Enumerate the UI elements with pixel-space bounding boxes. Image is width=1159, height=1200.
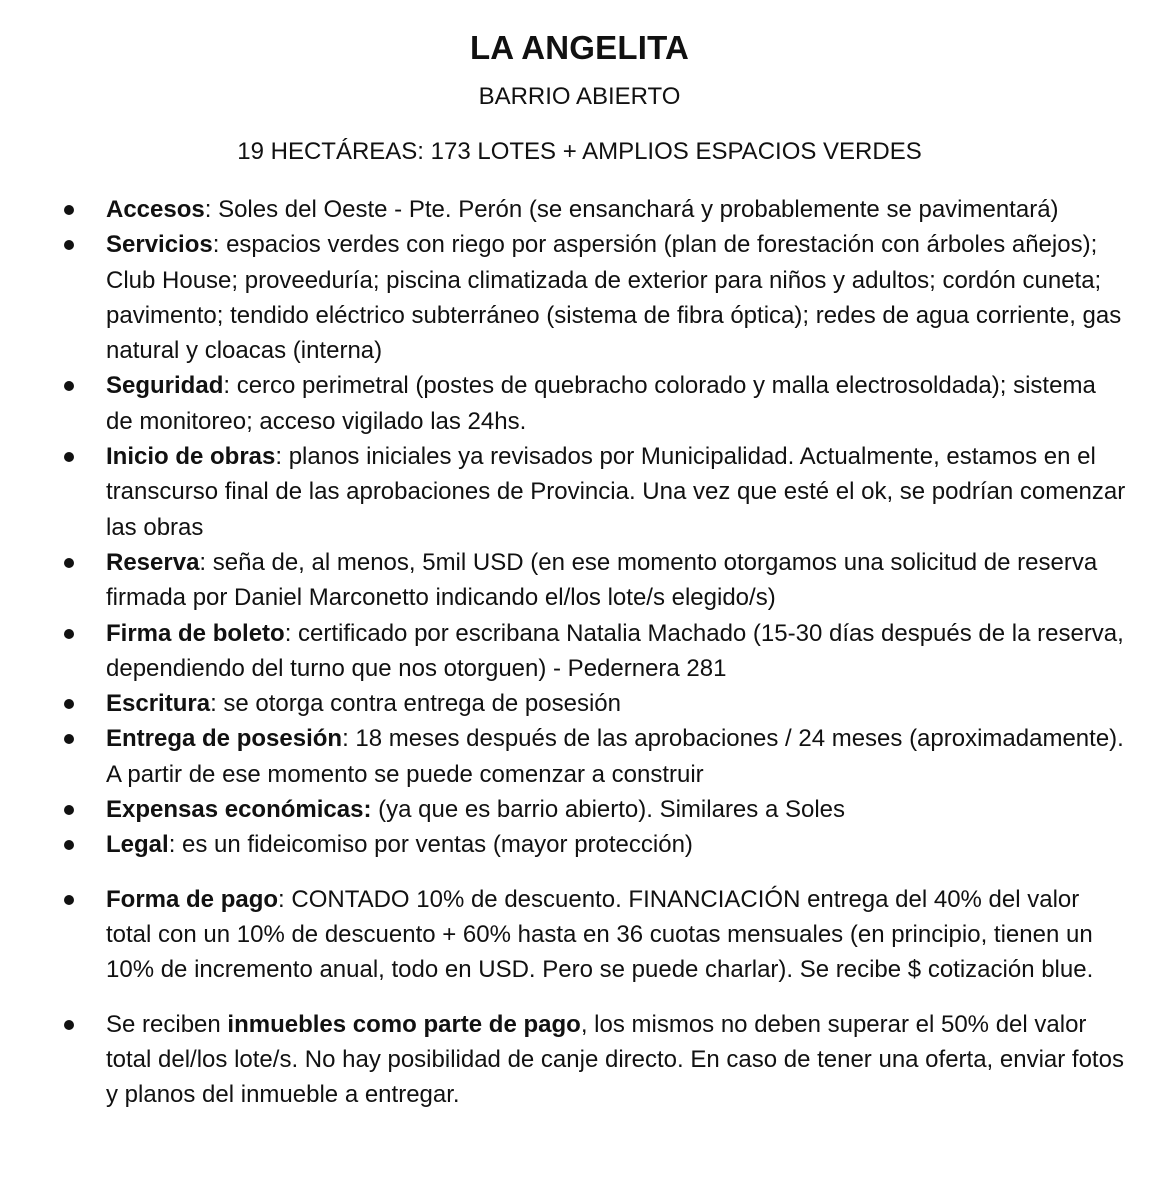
list-item-expensas [0, 792, 1159, 827]
item-text: : certificado por escribana Natalia Machado (15-30 días después de la reserva, dependiendo del turno que nos otorguen) - Pedernera 281 [106, 619, 1124, 682]
item-text: : es un fideicomiso por ventas (mayor protección) [168, 831, 693, 859]
item-label: Forma de pago [106, 885, 279, 913]
item-text-before: Se reciben [106, 1010, 228, 1038]
list-item-inicio-de-obras [0, 439, 1159, 545]
item-label: Reserva [106, 548, 200, 576]
document-subtitle: BARRIO ABIERTO [478, 83, 681, 110]
item-label: Seguridad [106, 372, 224, 400]
list-item-servicios [0, 227, 1159, 368]
item-text: : 18 meses después de las aprobaciones / 24 meses (aproximadamente). A partir de ese momento se puede comenzar a construir [106, 725, 1124, 788]
item-label: Escritura [106, 690, 211, 718]
item-label: Firma de boleto [106, 619, 285, 647]
list-item-inmuebles [0, 1007, 1159, 1113]
list-item-forma-de-pago [0, 882, 1159, 988]
item-text: (ya que es barrio abierto). Similares a Soles [371, 796, 845, 824]
list-item-accesos [0, 192, 1159, 227]
item-text: : cerco perimetral (postes de quebracho colorado y malla electrosoldada); sistema de monitoreo; acceso vigilado las 24hs. [106, 372, 1096, 435]
item-label: Expensas económicas: [106, 796, 372, 824]
item-label: inmuebles como parte de pago [227, 1010, 581, 1038]
item-text: : seña de, al menos, 5mil USD (en ese momento otorgamos una solicitud de reserva firmada por Daniel Marconetto indicando el/los lote/s elegido/s) [106, 548, 1098, 612]
list-item-escritura [0, 686, 1159, 721]
item-label: Accesos [106, 196, 205, 223]
item-text: : planos iniciales ya revisados por Municipalidad. Actualmente, estamos en el transcurso final de las aprobaciones de Provincia. Una vez que esté el ok, se podrían comenzar las obras [106, 443, 1126, 541]
document-summary: 19 HECTÁREAS: 173 LOTES + AMPLIOS ESPACIOS VERDES [237, 138, 922, 165]
list-item-entrega-de-posesion [0, 721, 1159, 792]
item-text-after: , los mismos no deben superar el 50% del valor total del/los lote/s. No hay posibilidad de canje directo. En caso de tener una oferta, enviar fotos y planos del inmueble a entregar. [106, 1010, 1124, 1109]
item-label: Servicios [106, 231, 213, 259]
list-item-reserva [0, 545, 1159, 616]
item-text: : espacios verdes con riego por aspersión (plan de forestación con árboles añejos); Club House; proveeduría; piscina climatizada de exterior para niños y adultos; cordón cuneta; pavimento; tendido eléctrico subterráneo (sistema de fibra óptica); redes de agua corriente, gas natural y cloacas (interna) [106, 231, 1122, 365]
document-title: LA ANGELITA [469, 29, 690, 66]
item-label: Legal [106, 831, 169, 859]
list-item-seguridad [0, 368, 1159, 439]
item-text: : se otorga contra entrega de posesión [210, 690, 622, 718]
item-text: : CONTADO 10% de descuento. FINANCIACIÓN entrega del 40% del valor total con un 10% de descuento + 60% hasta en 36 cuotas mensuales (en principio, tienen un 10% de incremento anual, todo en USD. Pero se puede charlar). Se recibe $ cotización blue. [106, 885, 1094, 984]
item-text: : Soles del Oeste - Pte. Perón (se ensanchará y probablemente se pavimentará) [204, 196, 1059, 223]
item-label: Inicio de obras [106, 443, 276, 471]
list-item-firma-de-boleto [0, 616, 1159, 687]
item-label: Entrega de posesión [106, 725, 343, 753]
feature-list [0, 192, 1159, 1112]
list-item-legal [0, 827, 1159, 862]
